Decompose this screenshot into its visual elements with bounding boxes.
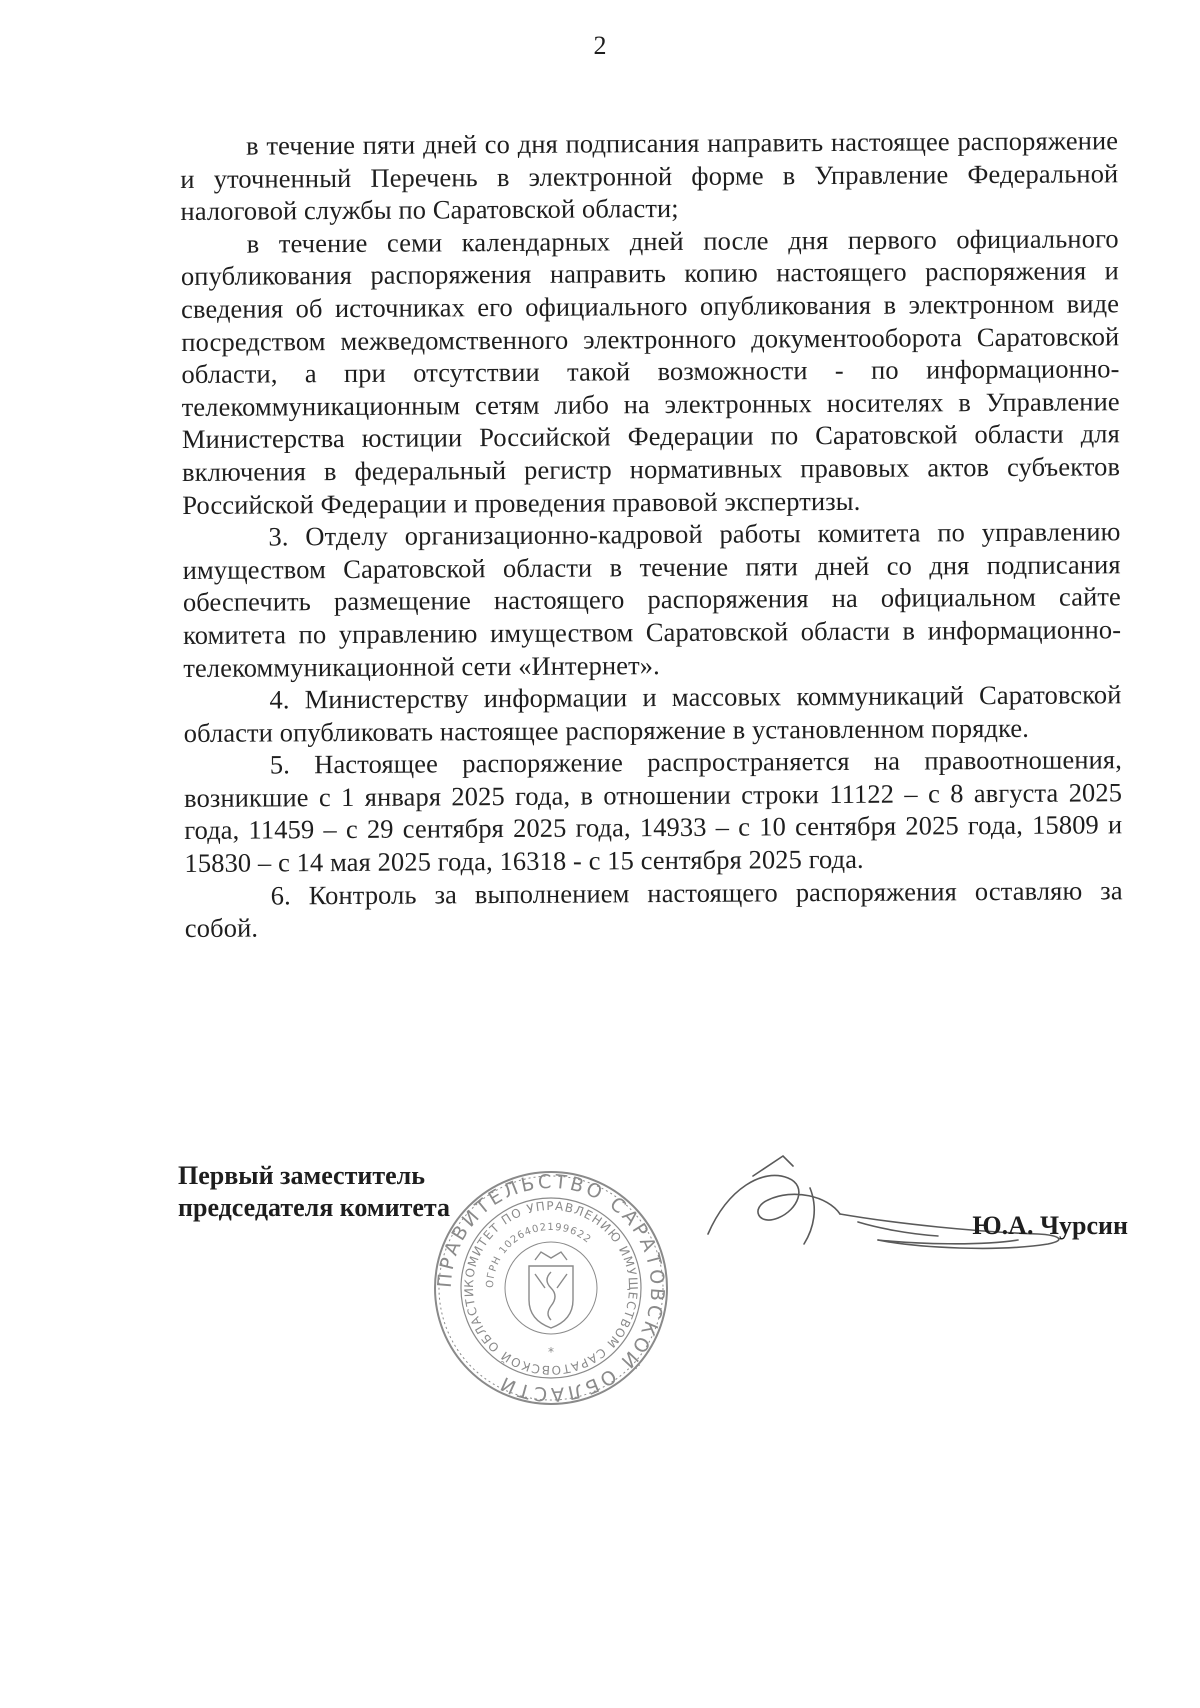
document-body xyxy=(180,124,1123,945)
paragraph-item-3: 3. Отделу организационно-кадровой работы комитета по управлению имуществом Саратовской области в течение пяти дней со дня подписания обеспечить размещение настоящего распоряжения на официальном сайте комитета по управлению имуществом Саратовской области в информационно-телекоммуникационной сети «Интернет». xyxy=(182,516,1122,683)
page-number: 2 xyxy=(593,31,607,60)
seal-outer-text: ПРАВИТЕЛЬСТВО САРАТОВСКОЙ ОБЛАСТИ xyxy=(433,1170,669,1406)
signatory-name: Ю.А. Чурсин xyxy=(972,1211,1128,1240)
seal-number-text: ОГРН 1026402199622 xyxy=(484,1221,594,1289)
svg-text:*: * xyxy=(548,1345,554,1359)
signature-block xyxy=(178,1160,1128,1420)
coat-of-arms-icon xyxy=(529,1252,573,1328)
paragraph-ministry-justice: в течение семи календарных дней после дня первого официального опубликования распоряжения направить копию настоящего распоряжения и сведения об источниках его официального опубликования в электронном виде посредством межведомственного электронного документооборота Саратовской области, а при отсутствии такой возможности - по информационно-телекоммуникационным сетям либо на электронных носителях в Управление Министерства юстиции Российской Федерации по Саратовской области для включения в федеральный регистр нормативных правовых актов субъектов Российской Федерации и проведения правовой экспертизы. xyxy=(180,223,1121,520)
paragraph-tax-service: в течение пяти дней со дня подписания направить настоящее распоряжение и уточненный Перечень в электронной форме в Управление Федеральной налоговой службы по Саратовской области; xyxy=(180,125,1119,227)
seal-inner-text: КОМИТЕТ ПО УПРАВЛЕНИЮ ИМУЩЕСТВОМ САРАТОВСКОЙ ОБЛАСТИ xyxy=(461,1198,641,1378)
paragraph-item-4: 4. Министерству информации и массовых коммуникаций Саратовской области опубликовать настоящее распоряжение в установленном порядке. xyxy=(183,679,1122,748)
paragraph-item-5: 5. Настоящее распоряжение распространяется на правоотношения, возникшие с 1 января 2025 года, в отношении строки 11122 – с 8 августа 2025 года, 11459 – с 29 сентября 2025 года, 14933 – с 10 сентября 2025 года, 15809 и 15830 – с 14 мая 2025 года, 16318 - с 15 сентября 2025 года. xyxy=(183,744,1123,879)
signatory-position-line-2: председателя комитета xyxy=(178,1193,451,1222)
signatory-position-line-1: Первый заместитель xyxy=(178,1161,425,1190)
paragraph-item-6: 6. Контроль за выполнением настоящего распоряжения оставляю за собой. xyxy=(184,874,1123,944)
signatory-position xyxy=(178,1160,450,1224)
